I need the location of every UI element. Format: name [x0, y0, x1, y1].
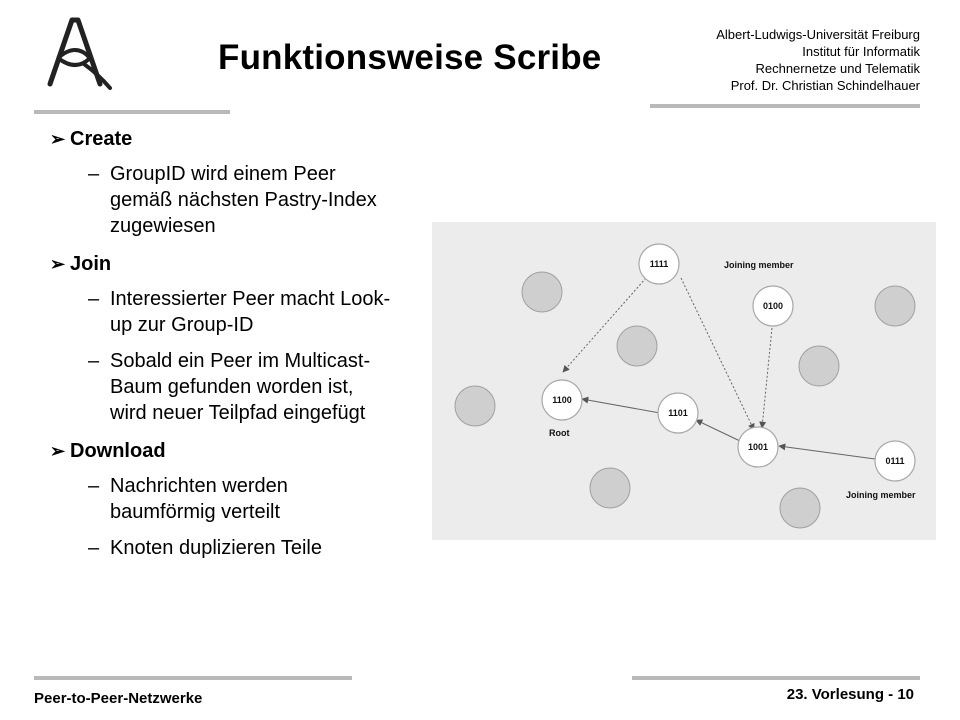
peer-node: [875, 286, 915, 326]
dash-marker: –: [88, 475, 100, 497]
bullet-join: [50, 253, 395, 276]
sub-item: [50, 535, 395, 561]
university-logo: [38, 14, 118, 94]
joining-member-label: Joining member: [846, 490, 916, 500]
footer-rule-right: [632, 676, 920, 680]
header-rule-left: [34, 110, 230, 114]
arrow-bullet-icon: ➢: [50, 441, 66, 461]
sub-item-text: Nachrichten werden baumförmig verteilt: [110, 475, 288, 523]
peer-node: [617, 326, 657, 366]
sub-item: [50, 348, 395, 426]
peer-node: [799, 346, 839, 386]
node-label: 1001: [747, 442, 769, 452]
bullet-label: Download: [70, 440, 166, 462]
slide-title: Funktionsweise Scribe: [218, 38, 602, 77]
node-label: 0100: [762, 301, 784, 311]
institution-block: [716, 26, 920, 94]
institution-line: Albert-Ludwigs-Universität Freiburg: [716, 27, 920, 42]
footer-lecture-number: 23. Vorlesung - 10: [786, 686, 914, 703]
sub-item-text: Interessierter Peer macht Look-up zur Group-ID: [110, 288, 391, 336]
header-rule-right: [650, 104, 920, 108]
dash-marker: –: [88, 350, 100, 372]
bullet-download: [50, 440, 395, 463]
node-label: 0111: [885, 456, 905, 466]
bullet-create: [50, 128, 395, 151]
bullet-list: [50, 128, 395, 561]
dash-marker: –: [88, 288, 100, 310]
institution-line: Rechnernetze und Telematik: [755, 61, 920, 76]
scribe-tree-diagram: [432, 222, 936, 540]
bullet-label: Join: [70, 253, 112, 275]
joining-member-label: Joining member: [724, 260, 794, 270]
dash-marker: –: [88, 537, 100, 559]
sub-item-text: GroupID wird einem Peer gemäß nächsten Pastry-Index zugewiesen: [110, 163, 377, 237]
node-label: 1101: [668, 408, 688, 418]
peer-node: [522, 272, 562, 312]
footer-rule-left: [34, 676, 352, 680]
sub-item-text: Knoten duplizieren Teile: [110, 537, 323, 559]
sub-item: [50, 473, 395, 525]
node-label: 1111: [649, 259, 669, 269]
sub-item: [50, 161, 395, 239]
dash-marker: –: [88, 163, 100, 185]
institution-line: Institut für Informatik: [802, 44, 920, 59]
node-label: 1100: [552, 395, 572, 405]
institution-line: Prof. Dr. Christian Schindelhauer: [730, 78, 920, 93]
arrow-bullet-icon: ➢: [50, 129, 66, 149]
root-label: Root: [549, 428, 570, 438]
sub-item: [50, 286, 395, 338]
peer-node: [780, 488, 820, 528]
peer-node: [590, 468, 630, 508]
arrow-bullet-icon: ➢: [50, 254, 66, 274]
footer-course-title: Peer-to-Peer-Netzwerke: [34, 690, 203, 707]
sub-item-text: Sobald ein Peer im Multicast-Baum gefunden worden ist, wird neuer Teilpfad eingefügt: [110, 350, 371, 424]
peer-node: [455, 386, 495, 426]
bullet-label: Create: [70, 128, 133, 150]
